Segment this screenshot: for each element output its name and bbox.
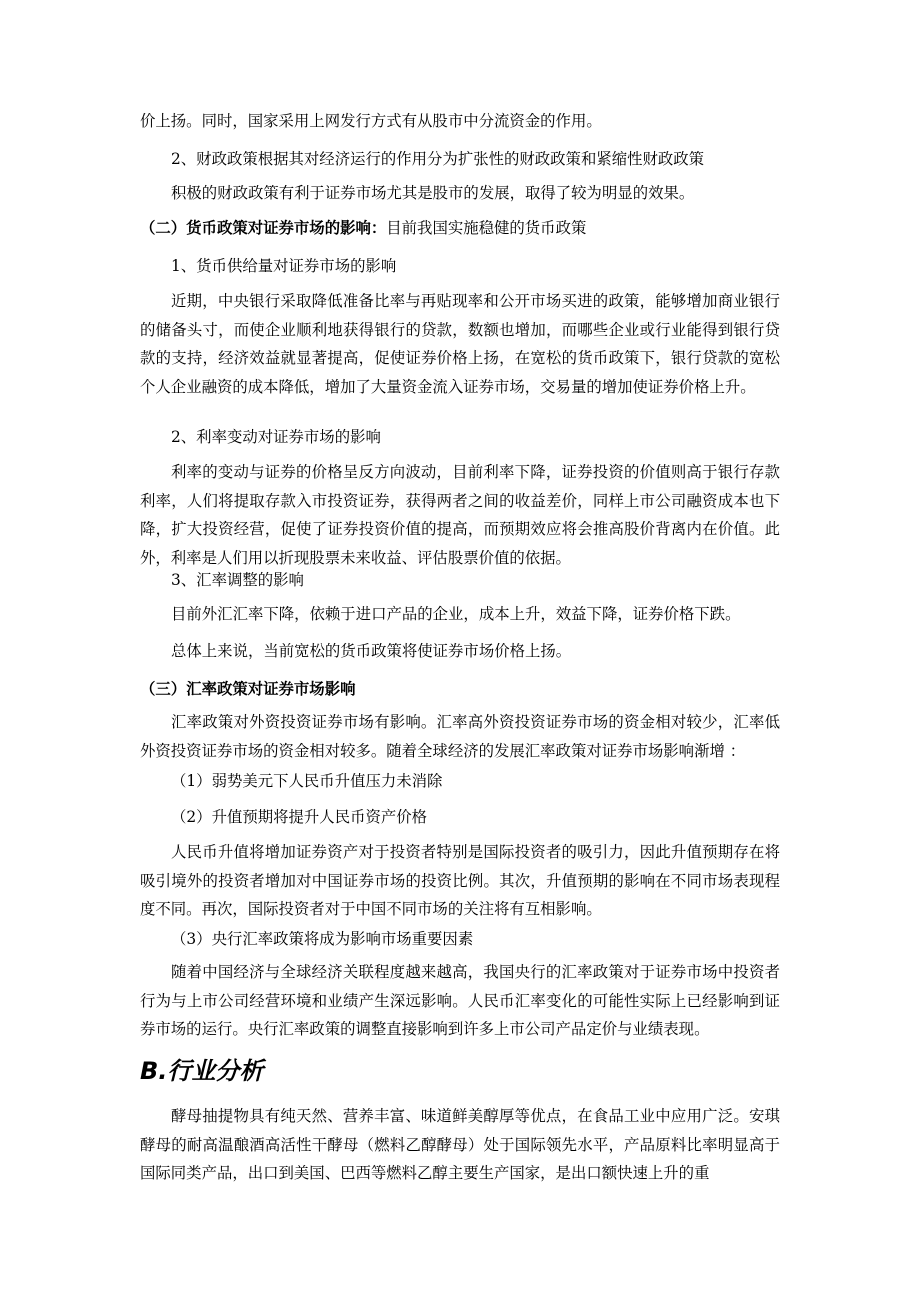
section-3-heading: （三）汇率政策对证券市场影响 (140, 680, 356, 698)
paragraph-exchange-rate: 目前外汇汇率下降，依赖于进口产品的企业，成本上升，效益下降，证券价格下跌。 (171, 605, 741, 623)
section-b-heading: B.行业分析 (140, 1057, 264, 1085)
section-2-heading (140, 215, 780, 241)
fiscal-policy-item-2: 2、财政政策根据其对经济运行的作用分为扩张性的财政政策和紧缩性财政政策 (171, 150, 705, 168)
paragraph-summary: 总体上来说，当前宽松的货币政策将使证券市场价格上扬。 (171, 642, 572, 660)
section-2-heading-rest: 目前我国实施稳健的货币政策 (386, 219, 587, 237)
paragraph-continuation: 价上扬。同时，国家采用上网发行方式有从股市中分流资金的作用。 (140, 112, 602, 130)
list-item-3: （3）央行汇率政策将成为影响市场重要因素 (171, 930, 474, 948)
subheading-interest-rate: 2、利率变动对证券市场的影响 (171, 428, 381, 446)
subheading-exchange-rate: 3、汇率调整的影响 (171, 571, 304, 589)
fiscal-policy-paragraph: 积极的财政政策有利于证券市场尤其是股市的发展，取得了较为明显的效果。 (171, 184, 695, 202)
section-2-heading-bold: （二）货币政策对证券市场的影响： (140, 219, 387, 237)
list-item-1: （1）弱势美元下人民币升值压力未消除 (171, 772, 443, 790)
paragraph-industry-analysis: 酵母抽提物具有纯天然、营养丰富、味道鲜美醇厚等优点，在食品工业中应用广泛。安琪酵母的耐高温酿酒高活性干酵母（燃料乙醇酵母）处于国际领先水平，产品原料比率明显高于国际同类产品，出口到美国、巴西等燃料乙醇主要生产国家，是出口额快速上升的重 (140, 1107, 780, 1182)
paragraph-interest-rate: 利率的变动与证券的价格呈反方向波动，目前利率下降，证券投资的价值则高于银行存款利率，人们将提取存款入市投资证券，获得两者之间的收益差价，同样上市公司融资成本也下降，扩大投资经营，促使了证券投资价值的提高，而预期效应将会推高股价背离内在价值。此外，利率是人们用以折现股票未来收益、评估股票价值的依据。 (140, 463, 780, 567)
paragraph-money-supply: 近期，中央银行采取降低准备比率与再贴现率和公开市场买进的政策，能够增加商业银行的储备头寸，而使企业顺利地获得银行的贷款，数额也增加，而哪些企业或行业能得到银行贷款的支持，经济效益就显著提高，促使证券价格上扬，在宽松的货币政策下，银行贷款的宽松个人企业融资的成本降低，增加了大量资金流入证券市场，交易量的增加使证券价格上升。 (140, 292, 780, 396)
paragraph-central-bank: 随着中国经济与全球经济关联程度越来越高，我国央行的汇率政策对于证券市场中投资者行为与上市公司经营环境和业绩产生深远影响。人民币汇率变化的可能性实际上已经影响到证券市场的运行。央行汇率政策的调整直接影响到许多上市公司产品定价与业绩表现。 (140, 963, 780, 1038)
subheading-money-supply: 1、货币供给量对证券市场的影响 (171, 257, 397, 275)
list-item-2: （2）升值预期将提升人民币资产价格 (171, 808, 428, 826)
paragraph-exchange-policy: 汇率政策对外资投资证券市场有影响。汇率高外资投资证券市场的资金相对较少，汇率低外资投资证券市场的资金相对较多。随着全球经济的发展汇率政策对证券市场影响渐增 ： (140, 713, 780, 760)
paragraph-rmb-appreciation: 人民币升值将增加证券资产对于投资者特别是国际投资者的吸引力，因此升值预期存在将吸引境外的投资者增加对中国证券市场的投资比例。其次，升值预期的影响在不同市场表现程度不同。再次，国际投资者对于中国不同市场的关注将有互相影响。 (140, 843, 780, 918)
